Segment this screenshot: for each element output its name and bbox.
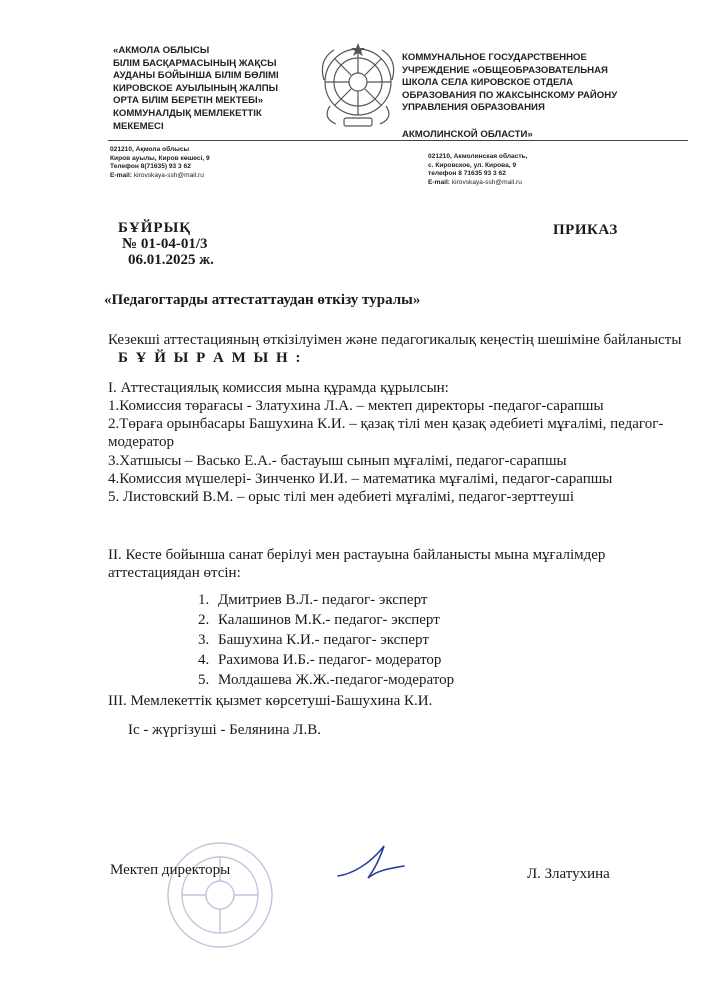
list-item: [198, 670, 698, 690]
letterhead-ru-line: ШКОЛА СЕЛА КИРОВСКОЕ ОТДЕЛА: [402, 77, 574, 89]
section1-item: 1.Комиссия төрағасы - Златухина Л.А. – мектеп директоры -педагог-сарапшы: [108, 397, 604, 414]
list-item: [198, 650, 698, 670]
order-number: № 01-04-01/3: [122, 236, 208, 252]
letterhead-ru-line: АКМОЛИНСКОЙ ОБЛАСТИ»: [402, 128, 533, 140]
list-number: 4.: [198, 652, 210, 669]
address-email-row: [428, 179, 528, 188]
letterhead-kz-line: «АКМОЛА ОБЛЫСЫ: [113, 45, 210, 56]
teacher-entry: Калашинов М.К.- педагог- эксперт: [218, 612, 440, 629]
letterhead-kz: [113, 45, 279, 133]
state-emblem-icon: [320, 40, 396, 130]
section2-title: II. Кесте бойынша санат берілуі мен растауына байланысты мына мұғалімдер аттестациядан өтсін:: [108, 546, 606, 581]
section1-title: I. Аттестациялық комиссия мына құрамда құрылсын:: [108, 379, 449, 396]
address-email-row: [110, 172, 210, 181]
letterhead-kz-line: КИРОВСКОЕ АУЫЛЫНЫҢ ЖАЛПЫ: [113, 82, 279, 94]
letterhead-ru-line: УПРАВЛЕНИЯ ОБРАЗОВАНИЯ: [402, 102, 545, 114]
address-ru: [428, 153, 528, 187]
teacher-entry: Башухина К.И.- педагог- эксперт: [218, 632, 429, 649]
order-date: 06.01.2025 ж.: [128, 252, 214, 268]
address-line: телефон 8 71635 93 3 62: [428, 170, 506, 178]
teacher-entry: Дмитриев В.Л.- педагог- эксперт: [218, 592, 428, 609]
section1-item: 2.Төраға орынбасары Башухина К.И. – қазақ тілі мен қазақ әдебиеті мұғалімі, педагог-модератор: [108, 416, 664, 451]
address-line: Телефон 8(71635) 93 3 62: [110, 163, 191, 171]
letterhead-kz-line: АУДАНЫ БОЙЫНША БІЛІМ БӨЛІМІ: [113, 70, 279, 82]
order-title-kz: БҰЙРЫҚ: [118, 220, 192, 236]
clerk-line: Іс - жүргізуші - Белянина Л.В.: [128, 721, 321, 738]
list-item: [198, 630, 698, 650]
intro-paragraph: [108, 331, 698, 368]
seal-stamp-icon: [153, 840, 288, 950]
email-label: E-mail:: [110, 171, 134, 179]
intro-text: Кезекші аттестацияның өткізілуімен және педагогикалық кеңестің шешіміне байланысты: [108, 332, 682, 348]
decree-word: Б Ұ Й Ы Р А М Ы Н :: [118, 350, 303, 367]
list-number: 5.: [198, 672, 210, 689]
section1-item: 4.Комиссия мүшелері- Зинченко И.И. – математика мұғалімі, педагог-сарапшы: [108, 471, 613, 488]
letterhead-kz-line: ОРТА БІЛІМ БЕРЕТІН МЕКТЕБІ»: [113, 95, 264, 107]
teacher-entry: Молдашева Ж.Ж.-педагог-модератор: [218, 672, 455, 689]
teacher-list: [108, 590, 698, 690]
letterhead-kz-line: КОММУНАЛДЫҚ МЕМЛЕКЕТТІК: [113, 107, 262, 119]
header-divider: [108, 140, 688, 141]
section3: III. Мемлекеттік қызмет көрсетуші-Башухина К.И.: [108, 693, 433, 710]
signatory-title: Мектеп директоры: [110, 862, 231, 878]
order-title-ru: ПРИКАЗ: [553, 222, 618, 238]
order-body: [108, 331, 698, 739]
list-number: 3.: [198, 632, 210, 649]
signature-icon: [330, 836, 410, 886]
address-line: 021210, Ақмола облысы: [110, 146, 190, 153]
order-subject: «Педагогтарды аттестаттаудан өткізу туралы»: [104, 292, 421, 308]
letterhead-kz-line: МЕКЕМЕСІ: [113, 120, 164, 132]
address-line: Киров ауылы, Киров көшесі, 9: [110, 154, 210, 162]
list-item: [198, 610, 698, 630]
letterhead-ru: [402, 52, 617, 142]
address-line: с. Кировское, ул. Кирова, 9: [428, 161, 517, 169]
email-link[interactable]: kirovskaya-ssh@mail.ru: [451, 178, 522, 186]
teacher-entry: Рахимова И.Б.- педагог- модератор: [218, 652, 442, 669]
section1-item: 5. Листовский В.М. – орыс тілі мен әдебиеті мұғалімі, педагог-зерттеуші: [108, 489, 575, 506]
list-item: [198, 590, 698, 610]
letterhead-kz-line: БІЛІМ БАСҚАРМАСЫНЫҢ ЖАҚСЫ: [113, 57, 277, 69]
list-number: 2.: [198, 612, 210, 629]
letterhead-ru-line: УЧРЕЖДЕНИЕ «ОБЩЕОБРАЗОВАТЕЛЬНАЯ: [402, 64, 608, 76]
order-block-kz: [118, 220, 214, 268]
email-link[interactable]: kirovskaya-ssh@mail.ru: [133, 171, 204, 179]
letterhead-ru-line: ОБРАЗОВАНИЯ ПО ЖАКСЫНСКОМУ РАЙОНУ: [402, 89, 618, 101]
letterhead-ru-line: КОММУНАЛЬНОЕ ГОСУДАРСТВЕННОЕ: [402, 52, 587, 63]
address-line: 021210, Акмолинская область,: [428, 153, 528, 160]
list-number: 1.: [198, 592, 210, 609]
address-kz: [110, 146, 210, 180]
section1-item: 3.Хатшысы – Васько Е.А.- бастауыш сынып мұғалімі, педагог-сарапшы: [108, 452, 567, 469]
email-label: E-mail:: [428, 178, 452, 186]
signatory-name: Л. Златухина: [527, 866, 610, 882]
